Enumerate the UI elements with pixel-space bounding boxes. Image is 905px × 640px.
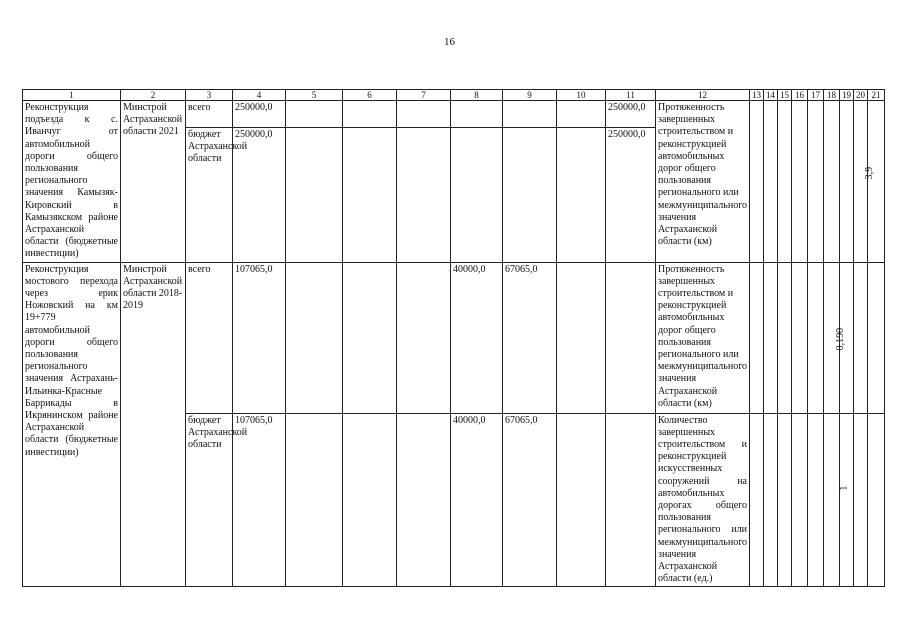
col-header: 7	[397, 90, 451, 101]
amount-col11	[606, 262, 656, 413]
amount-col8: 40000,0	[451, 262, 503, 413]
col-header: 16	[792, 90, 808, 101]
project-name: Реконструкция мостового перехода через ерик Ножовский на км 19+779 автомобильной дороги общего пользования регионального значения Астрахань-Ильинка-Красные Баррикады в Икрянинском районе Астраханской области (бюджетные инвестиции)	[23, 262, 121, 587]
table-row	[23, 101, 885, 128]
indicator-text: Протяженность завершенных строительством и реконструкцией автомобильных дорог общего пользования регионального или межмуниципального значения Астраханской области (км)	[656, 101, 750, 263]
amount-col9	[503, 101, 557, 128]
amount-col8	[451, 101, 503, 128]
indicator-text: Протяженность завершенных строительством и реконструкцией автомобильных дорог общего пользования регионального или межмуниципального значения Астраханской области (км)	[656, 262, 750, 413]
page-number: 16	[444, 36, 455, 48]
col-header: 11	[606, 90, 656, 101]
amount-col8: 40000,0	[451, 413, 503, 587]
table-row	[23, 262, 885, 413]
indicator-value: 1	[838, 485, 850, 491]
col-header: 6	[343, 90, 397, 101]
col-header: 15	[778, 90, 792, 101]
amount-col11	[606, 413, 656, 587]
col-header: 10	[557, 90, 606, 101]
amount-total: 250000,0	[233, 101, 286, 128]
col-header: 3	[186, 90, 233, 101]
indicator-value-cell	[840, 413, 854, 587]
col-header: 5	[286, 90, 343, 101]
budget-table	[22, 89, 885, 587]
amount-total: 107065,0	[233, 262, 286, 413]
col-header: 17	[808, 90, 824, 101]
amount-total: 250000,0	[233, 127, 286, 262]
indicator-value-cell	[864, 101, 885, 263]
col-header: 20	[854, 90, 868, 101]
indicator-text: Количество завершенных строительством и реконструкцией искусственных сооружений на автомобильных дорогах общего пользования регионального или межмуниципального значения Астраханской области (ед.)	[656, 413, 750, 587]
amount-col8	[451, 127, 503, 262]
funding-source: всего	[186, 101, 233, 128]
project-executor: Минстрой Астраханской области 2021	[121, 101, 186, 263]
col-header: 18	[824, 90, 840, 101]
col-header: 8	[451, 90, 503, 101]
amount-col9	[503, 127, 557, 262]
amount-col9: 67065,0	[503, 413, 557, 587]
col-header: 14	[764, 90, 778, 101]
col-header: 9	[503, 90, 557, 101]
col-header: 1	[23, 90, 121, 101]
amount-total: 107065,0	[233, 413, 286, 587]
col-header: 19	[840, 90, 854, 101]
amount-col11: 250000,0	[606, 101, 656, 128]
indicator-value-cell	[835, 262, 854, 413]
col-header: 21	[868, 90, 885, 101]
project-executor: Минстрой Астраханской области 2018-2019	[121, 262, 186, 587]
col-header: 12	[656, 90, 750, 101]
funding-source: всего	[186, 262, 233, 413]
indicator-value: 0,190	[835, 327, 847, 350]
project-name: Реконструкция подъезда к с. Иванчуг от автомобильной дороги общего пользования регионального значения Камызяк-Кировский в Камызякском районе Астраханской области (бюджетные инвестиции)	[23, 101, 121, 263]
col-header: 4	[233, 90, 286, 101]
col-header: 13	[750, 90, 764, 101]
indicator-value: 3,9	[864, 166, 876, 180]
amount-col9: 67065,0	[503, 262, 557, 413]
funding-source: бюджет Астраханской области	[186, 413, 233, 587]
funding-source: бюджет Астраханской области	[186, 127, 233, 262]
col-header: 2	[121, 90, 186, 101]
header-row	[23, 90, 885, 101]
amount-col11: 250000,0	[606, 127, 656, 262]
